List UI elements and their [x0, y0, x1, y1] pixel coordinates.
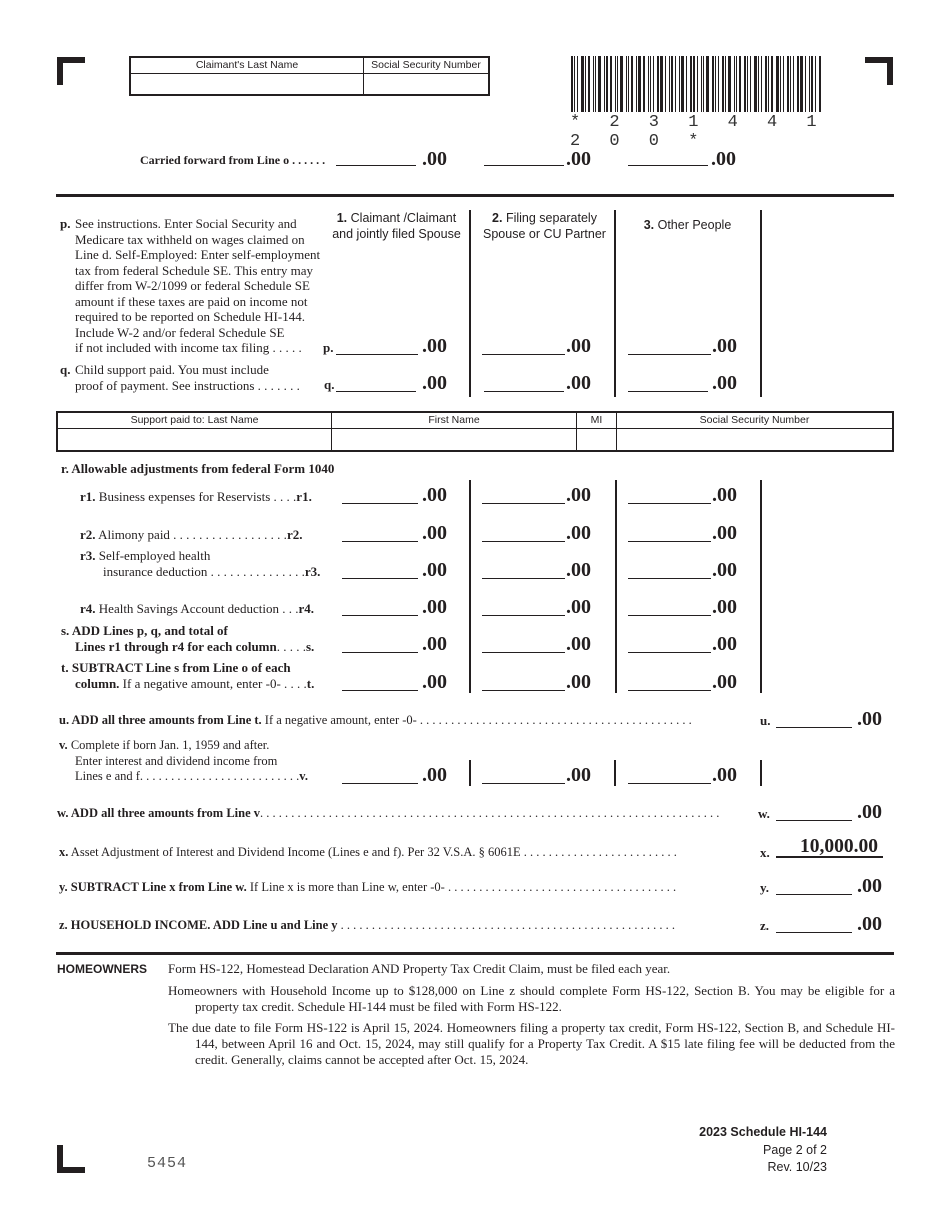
line-q-col2-input[interactable] — [484, 374, 564, 392]
form-title: 2023 Schedule HI-144 — [699, 1125, 827, 1139]
line-z-input[interactable] — [776, 915, 852, 933]
line-r4-col3-input[interactable] — [628, 598, 711, 616]
line-s-col3-cents: .00 — [712, 633, 737, 655]
claimant-id-table — [129, 56, 490, 96]
line-p-text: See instructions. Enter Social Security and Medicare tax withheld on wages claimed on Line d. Self-Employed: Enter self-employment tax from federal Schedule SE. This entry may differ from W-2/1099 or federal Schedule SE amount if these taxes are paid on income not required to be reported on Schedule HI-144. Include W-2 and/or federal Schedule SE if not included with income tax filing . . . . . — [75, 216, 321, 355]
registration-mark-bottom-left — [57, 1145, 85, 1173]
line-w-ref: w. — [758, 806, 770, 821]
column-divider-2 — [614, 210, 616, 397]
carried-forward-col1-cents: .00 — [422, 148, 447, 170]
line-p-col2-cents: .00 — [566, 335, 591, 357]
line-u-cents: .00 — [857, 708, 882, 730]
line-p-letter: p. — [60, 216, 71, 231]
line-p-ref: p. — [323, 340, 334, 355]
line-r2-col1-cents: .00 — [422, 522, 447, 544]
claimant-last-name-field[interactable] — [131, 74, 363, 94]
line-x-label: x. Asset Adjustment of Interest and Dividend Income (Lines e and f). Per 32 V.S.A. § 6061E . . . . . . . . . . . . . . . . . . . . . . . . . — [59, 845, 677, 859]
line-r3-col2-cents: .00 — [566, 559, 591, 581]
line-u-input[interactable] — [776, 710, 852, 728]
line-v-col3-cents: .00 — [712, 764, 737, 786]
column-1-header: 1. Claimant /Claimant and jointly filed Spouse — [332, 211, 461, 241]
line-r3-label: r3. Self-employed health insurance deduction . . . . . . . . . . . . . . .r3. — [80, 548, 321, 579]
registration-mark-top-right — [865, 57, 893, 85]
line-v-col1-cents: .00 — [422, 764, 447, 786]
line-r2-col1-input[interactable] — [342, 524, 418, 542]
carried-forward-col1-input[interactable] — [336, 148, 416, 166]
column-divider-1b — [469, 480, 471, 693]
line-r2-col2-cents: .00 — [566, 522, 591, 544]
carried-forward-col2-cents: .00 — [566, 148, 591, 170]
column-divider-1 — [469, 210, 471, 397]
support-last-name-field[interactable] — [58, 429, 331, 450]
line-t-label: t. SUBTRACT Line s from Line o of each column. If a negative amount, enter -0- . . . .t. — [61, 660, 315, 691]
line-r1-col1-cents: .00 — [422, 484, 447, 506]
line-q-col2-cents: .00 — [566, 372, 591, 394]
page-number: Page 2 of 2 — [763, 1142, 827, 1157]
line-z-cents: .00 — [857, 913, 882, 935]
line-q-letter: q. — [60, 362, 71, 377]
column-divider-3b — [760, 480, 762, 693]
line-r1-col3-input[interactable] — [628, 486, 711, 504]
column-2-header: 2. Filing separately Spouse or CU Partner — [483, 211, 606, 241]
line-y-cents: .00 — [857, 875, 882, 897]
line-v-col2-input[interactable] — [482, 766, 565, 784]
line-v-label: v. Complete if born Jan. 1, 1959 and after. Enter interest and dividend income from Lines e and f. . . . . . . . . . . . . . . . . . . . . . . . . .v. — [59, 738, 308, 783]
line-r2-col2-input[interactable] — [482, 524, 565, 542]
line-z-label: z. HOUSEHOLD INCOME. ADD Line u and Line y . . . . . . . . . . . . . . . . . . . . . . . . . . . . . . . . . . . . . . . . . . . . . . . . . . . . . . — [59, 918, 676, 932]
ssn-label: Social Security Number — [364, 58, 488, 74]
claimant-last-name-label: Claimant's Last Name — [131, 58, 364, 74]
section-divider — [56, 194, 894, 197]
support-first-name-label: First Name — [332, 413, 577, 429]
line-x-ref: x. — [760, 845, 770, 860]
line-r4-label: r4. Health Savings Account deduction . . .r4. — [80, 601, 314, 616]
line-r4-col2-cents: .00 — [566, 596, 591, 618]
line-s-col1-input[interactable] — [342, 635, 418, 653]
line-q-col1-cents: .00 — [422, 372, 447, 394]
line-s-col3-input[interactable] — [628, 635, 711, 653]
line-p-col3-input[interactable] — [628, 337, 711, 355]
line-t-col2-cents: .00 — [566, 671, 591, 693]
line-w-cents: .00 — [857, 801, 882, 823]
line-y-input[interactable] — [776, 877, 852, 895]
line-y-ref: y. — [760, 880, 770, 895]
form-code: 5454 — [147, 1155, 188, 1172]
line-p-col2-input[interactable] — [482, 337, 565, 355]
line-r4-col1-cents: .00 — [422, 596, 447, 618]
line-q-col3-cents: .00 — [712, 372, 737, 394]
line-q-text: Child support paid. You must include proof of payment. See instructions . . . . . . . — [75, 362, 300, 393]
support-ssn-field[interactable] — [617, 429, 892, 450]
homeowners-para-3: The due date to file Form HS-122 is April 15, 2024. Homeowners filing a property tax credit, Form HS-122, Section B, and Schedule HI-144, between April 16 and Oct. 15, 2024, may still qualify for a Property Tax Credit. A $15 late filing fee will be deducted from the credit. Generally, claims cannot be accepted after Oct. 15, 2024. — [168, 1020, 895, 1067]
line-r3-col1-cents: .00 — [422, 559, 447, 581]
line-s-label: s. ADD Lines p, q, and total of Lines r1 through r4 for each column. . . . .s. — [61, 623, 315, 654]
line-v-col1-input[interactable] — [342, 766, 418, 784]
line-r1-col3-cents: .00 — [712, 484, 737, 506]
line-u-label: u. ADD all three amounts from Line t. If a negative amount, enter -0- . . . . . . . . . . . . . . . . . . . . . . . . . . . . . . . . . . . . . . . . . . . . — [59, 713, 692, 727]
barcode — [571, 56, 843, 112]
line-t-col1-cents: .00 — [422, 671, 447, 693]
line-r3-col3-input[interactable] — [628, 561, 711, 579]
line-r4-col3-cents: .00 — [712, 596, 737, 618]
line-v-col2-cents: .00 — [566, 764, 591, 786]
homeowners-label: HOMEOWNERS — [57, 962, 147, 976]
line-r4-col1-input[interactable] — [342, 598, 418, 616]
line-y-label: y. SUBTRACT Line x from Line w. If Line x is more than Line w, enter -0- . . . . . . . . . . . . . . . . . . . . . . . . . . . . . . . . . . . . . — [59, 880, 677, 894]
support-paid-to-table — [56, 411, 894, 452]
homeowners-divider — [56, 952, 894, 955]
carried-forward-label: Carried forward from Line o . . . . . . — [140, 153, 326, 167]
line-p-col3-cents: .00 — [712, 335, 737, 357]
line-r1-col1-input[interactable] — [342, 486, 418, 504]
line-r1-col2-cents: .00 — [566, 484, 591, 506]
line-t-col1-input[interactable] — [342, 673, 418, 691]
line-r2-label: r2. Alimony paid . . . . . . . . . . . . . . . . . .r2. — [80, 527, 303, 542]
line-r1-label: r1. Business expenses for Reservists . . . .r1. — [80, 489, 312, 504]
column-divider-3 — [760, 210, 762, 397]
line-q-ref: q. — [324, 377, 335, 392]
carried-forward-col3-cents: .00 — [711, 148, 736, 170]
line-w-label: w. ADD all three amounts from Line v. . . . . . . . . . . . . . . . . . . . . . . . . . . . . . . . . . . . . . . . . . . . . . . . . . . . . . . . . . . . . . . . . . . . . . . . . . — [57, 806, 720, 820]
line-s-col2-input[interactable] — [482, 635, 565, 653]
footer-form-info — [699, 1124, 827, 1177]
line-p-col1-input[interactable] — [336, 337, 418, 355]
homeowners-para-1: Form HS-122, Homestead Declaration AND Property Tax Credit Claim, must be filed each year. — [168, 961, 671, 976]
support-mi-field[interactable] — [577, 429, 616, 450]
line-r2-col3-cents: .00 — [712, 522, 737, 544]
line-q-col1-input[interactable] — [336, 374, 416, 392]
line-w-input[interactable] — [776, 803, 852, 821]
line-t-col2-input[interactable] — [482, 673, 565, 691]
support-first-name-field[interactable] — [332, 429, 576, 450]
line-r4-col2-input[interactable] — [482, 598, 565, 616]
carried-forward-col2-input[interactable] — [484, 148, 564, 166]
registration-mark-top-left — [57, 57, 85, 85]
homeowners-para-2: Homeowners with Household Income up to $128,000 on Line z should complete Form HS-122, Section B. You may be eligible for a property tax credit. Schedule HI-144 must be filed with Form HS-122. — [168, 983, 895, 1014]
line-r-heading: r. Allowable adjustments from federal Form 1040 — [61, 461, 335, 476]
line-r1-col2-input[interactable] — [482, 486, 565, 504]
column-3-header: 3. Other People — [643, 218, 732, 232]
support-ssn-label: Social Security Number — [617, 413, 892, 429]
column-divider-2b — [615, 480, 617, 693]
line-r3-col2-input[interactable] — [482, 561, 565, 579]
line-t-col3-cents: .00 — [712, 671, 737, 693]
support-last-name-label: Support paid to: Last Name — [58, 413, 332, 429]
line-u-ref: u. — [760, 713, 771, 728]
line-q-col3-input[interactable] — [628, 374, 708, 392]
line-r3-col3-cents: .00 — [712, 559, 737, 581]
barcode-text: * 2 3 1 4 4 1 2 0 0 * — [570, 113, 827, 151]
line-s-col2-cents: .00 — [566, 633, 591, 655]
line-r3-col1-input[interactable] — [342, 561, 418, 579]
line-z-ref: z. — [760, 918, 770, 933]
revision-date: Rev. 10/23 — [767, 1160, 827, 1174]
line-v-col3-input[interactable] — [628, 766, 711, 784]
line-p-col1-cents: .00 — [422, 335, 447, 357]
line-s-col1-cents: .00 — [422, 633, 447, 655]
support-mi-label: MI — [577, 413, 617, 429]
line-x-value: 10,000.00 — [800, 836, 878, 857]
line-r2-col3-input[interactable] — [628, 524, 711, 542]
claimant-ssn-field[interactable] — [364, 74, 488, 94]
carried-forward-col3-input[interactable] — [628, 148, 708, 166]
line-t-col3-input[interactable] — [628, 673, 711, 691]
